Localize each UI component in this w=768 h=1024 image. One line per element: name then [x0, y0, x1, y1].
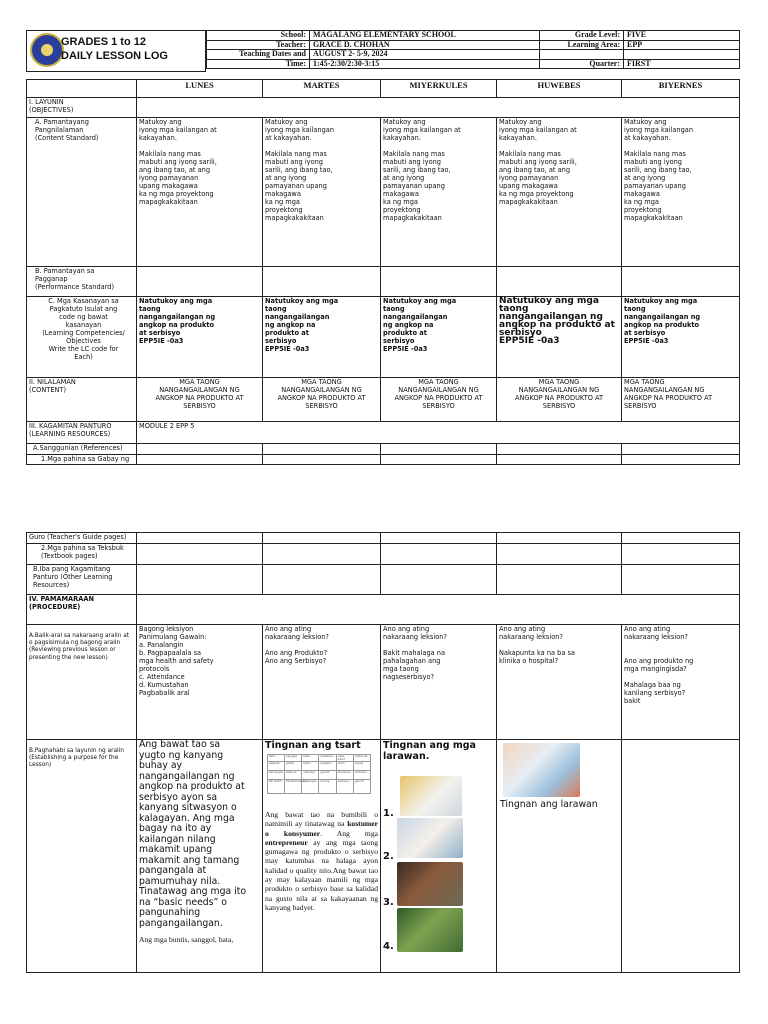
deped-seal-icon: [30, 33, 64, 67]
tg-cell: [137, 533, 263, 544]
ref-cell: [622, 444, 740, 455]
tb-cell: [497, 544, 622, 565]
mini-chart-cell: ulam: [336, 762, 353, 771]
guide-cell: [263, 455, 381, 465]
school-value: MAGALANG ELEMENTARY SCHOOL: [310, 31, 540, 41]
mini-chart-cell: vitamins: [353, 771, 370, 780]
tg-cell: [497, 533, 622, 544]
competency-martes: Natutukoy ang mga taong nangangailangan ng angkop na produkto at serbisyo EPP5IE -0a3: [263, 297, 381, 378]
row-label-layunin: I. LAYUNIN (OBJECTIVES): [27, 98, 137, 118]
picture-1-image: [400, 776, 462, 816]
mini-chart-table: [267, 754, 371, 794]
row-label-guide-pages: 1.Mga pahina sa Gabay ng: [27, 455, 137, 465]
teacher-label: Teacher:: [207, 40, 310, 50]
desc-part-3: ay ang mga taong gumagawa ng produkto o serbisyo may katumbas na halaga ayon kalidad o quality nito.Ang bawat tao ay may kalayaan mamili ng mga produkto o serbisyo base sa kalidad na gusto nila at sa kakayaanan ng kanyang badyet.: [265, 837, 378, 912]
picture-2-image: [397, 818, 463, 858]
row-label-purpose: B.Paghahabi sa layunin ng aralin (Establishing a purpose for the Lesson): [27, 740, 137, 973]
row-label-textbook: 2.Mga pahina sa Teksbuk (Textbook pages): [27, 544, 137, 565]
layunin-blank: [137, 98, 740, 118]
review-biyernes: Ano ang ating nakaraang leksion? Ano ang produkto ng mga mangingisda? Mahalaga baa ng kanilang serbisyo? bakit: [622, 625, 740, 740]
chart-description: [265, 810, 378, 912]
mini-chart-cell: bakuna: [285, 771, 302, 780]
picture-3-number: 3.: [383, 897, 394, 908]
row-label-review: A.Balik-aral sa nakaraang aralin at o pagsisimula ng bagong aralin (Reviewing previous lesson or presenting the new lesson): [27, 625, 137, 740]
content-martes: MGA TAONG NANGANGAILANGAN NG ANGKOP NA PRODUKTO AT SERBISYO: [263, 378, 381, 422]
title-line-1: GRADES 1 to 12: [61, 36, 146, 48]
content-miyerkules: MGA TAONG NANGANGAILANGAN NG ANGKOP NA PRODUKTO AT SERBISYO: [381, 378, 497, 422]
perf-miyerkules: [381, 267, 497, 297]
blank-cell: [540, 50, 624, 60]
ref-cell: [497, 444, 622, 455]
row-label-teacher-guide: Guro (Teacher's Guide pages): [27, 533, 137, 544]
perf-biyernes: [622, 267, 740, 297]
time-label: Time:: [207, 59, 310, 69]
mini-chart-cell: pagkain: [319, 762, 336, 771]
content-lunes: MGA TAONG NANGANGAILANGAN NG ANGKOP NA PRODUKTO AT SERBISYO: [137, 378, 263, 422]
competency-huwebes: Natutukoy ang mga taong nangangailangan ng angkop na produkto at serbisyo EPP5IE -0a3: [497, 297, 622, 378]
procedure-blank: [137, 595, 740, 625]
review-huwebes: Ano ang ating nakaraang leksion? Nakapunta ka na ba sa klinika o hospital?: [497, 625, 622, 740]
mini-chart-cell: kanin: [302, 762, 319, 771]
content-huwebes: MGA TAONG NANGANGAILANGAN NG ANGKOP NA PRODUKTO AT SERBISYO: [497, 378, 622, 422]
mini-chart-cell: kalusugan: [268, 771, 285, 780]
dates-label: Teaching Dates and: [207, 50, 310, 60]
day-header-martes: MARTES: [263, 80, 381, 98]
purpose-huwebes: [497, 740, 622, 973]
perf-lunes: [137, 267, 263, 297]
ref-cell: [263, 444, 381, 455]
content-standard-lunes: Matukoy ang iyong mga kailangan at kakayahan. Makilala nang mas mabuti ang iyong sarili, ang ibang tao, at ang iyong pamayanan upang makagawa ka ng mga proyektong mapagkakakitaan: [137, 118, 263, 267]
tb-cell: [263, 544, 381, 565]
guide-cell: [622, 455, 740, 465]
look-caption: Tingnan ang larawan: [500, 799, 598, 810]
title-line-2: DAILY LESSON LOG: [61, 50, 168, 62]
purpose-martes: [263, 740, 381, 973]
mini-chart-header: nasa edad: [336, 755, 353, 762]
day-header-miyerkules: MIYERKULES: [381, 80, 497, 98]
header-logo-box: [26, 30, 206, 72]
content-standard-huwebes: Matukoy ang iyong mga kailangan at kakayahan. Makilala nang mas mabuti ang iyong sarili, ang ibang tao, at ang iyong pamayanan upang makagawa ka ng mga proyektong mapagkakakitaan: [497, 118, 622, 267]
tb-cell: [381, 544, 497, 565]
review-lunes: Bagong leksiyon Panimulang Gawain: a. Panalangin b. Pagpapaalala sa mga health and safety protocols c. Attendance d. Kumustahan Pagbabalik aral: [137, 625, 263, 740]
mini-chart-cell: DE LISTA: [268, 780, 285, 794]
tb-cell: [622, 544, 740, 565]
or-cell: [497, 565, 622, 595]
mini-chart-cell: Pinakamataas: [285, 780, 302, 794]
mini-chart-cell: ehersisyo: [336, 771, 353, 780]
lesson-table-bottom: [26, 532, 740, 973]
blank-cell: [624, 50, 740, 60]
time-value: 1:45-2:30/2:30-3:15: [310, 59, 540, 69]
desc-part-2: . Ang mga: [320, 828, 379, 838]
dates-value: AUGUST 2- 5-9, 2024: [310, 50, 540, 60]
mini-chart-cell: checkup: [302, 771, 319, 780]
row-label-performance-standard: B. Pamantayan sa Pagganap (Performance Standard): [27, 267, 137, 297]
mini-chart-cell: kailangan: [302, 780, 319, 794]
row-label-content-standard: A. Pamantayang Pangnilalaman (Content Standard): [27, 118, 137, 267]
mini-chart-cell: serbisyo: [336, 780, 353, 794]
mini-chart-header: kabataan: [319, 755, 336, 762]
mini-chart-header: sanggol: [285, 755, 302, 762]
row-label-content: II. NILALAMAN (CONTENT): [27, 378, 137, 422]
or-cell: [137, 565, 263, 595]
pictures-title: Tingnan ang mga larawan.: [383, 740, 476, 762]
competency-lunes: Natutukoy ang mga taong nangangailangan ng angkop na produkto at serbisyo EPP5IE -0a3: [137, 297, 263, 378]
row-label-competencies: C. Mga Kasanayan sa Pagkatuto Isulat ang code ng bawat kasanayan (Learning Competencies/ Objectives Write the LC code for Each): [27, 297, 137, 378]
tg-cell: [263, 533, 381, 544]
clinic-photo-image: [503, 743, 580, 797]
row-label-other-resources: B.Iba pang Kagamitang Panturo (Other Learning Resources): [27, 565, 137, 595]
competency-biyernes: Natutukoy ang mga taong nangangailangan ng angkop na produkto at serbisyo EPP5IE -0a3: [622, 297, 740, 378]
quarter-label: Quarter:: [540, 59, 624, 69]
content-standard-martes: Matukoy ang iyong mga kailangan at kakayahan. Makilala nang mas mabuti ang iyong sarili, ang ibang tao, at ang iyong pamayanan upang makagawa ka ng mga proyektong mapagkakakitaan: [263, 118, 381, 267]
mini-chart-cell: lugaw: [353, 762, 370, 771]
guide-cell: [137, 455, 263, 465]
row-label-procedure: IV. PAMAMARAAN (PROCEDURE): [27, 595, 137, 625]
or-cell: [263, 565, 381, 595]
mini-chart-cell: pagkain: [268, 762, 285, 771]
mini-chart-cell: tulong: [319, 780, 336, 794]
ref-cell: [381, 444, 497, 455]
mini-chart-cell: gamot: [353, 780, 370, 794]
purpose-biyernes: [622, 740, 740, 973]
header-title: [61, 35, 168, 63]
content-standard-biyernes: Matukoy ang iyong mga kailangan at kakayahan. Makilala nang mas mabuti ang iyong sarili, ang ibang tao, at ang iyong pamayanan upang makagawa ka ng mga proyektong mapagkakakitaan: [622, 118, 740, 267]
row-label-resources: III. KAGAMITAN PANTURO (LEARNING RESOURCES): [27, 422, 137, 444]
content-standard-miyerkules: Matukoy ang iyong mga kailangan at kakayahan. Makilala nang mas mabuti ang iyong sarili, ang ibang tao, at ang iyong pamayanan upang makagawa ka ng mga proyektong mapagkakakitaan: [381, 118, 497, 267]
perf-huwebes: [497, 267, 622, 297]
resources-module: MODULE 2 EPP 5: [137, 422, 740, 444]
corner-cell: [27, 80, 137, 98]
purpose-lunes-tail: Ang mga buntis, sanggol, bata,: [139, 935, 234, 944]
tb-cell: [137, 544, 263, 565]
desc-part-1: Ang bawat tao na bumibili o namimili ay tinatawag na: [265, 810, 378, 829]
grade-label: Grade Level:: [540, 31, 624, 41]
guide-cell: [381, 455, 497, 465]
purpose-lunes: [137, 740, 263, 973]
picture-4-image: [397, 908, 463, 952]
or-cell: [622, 565, 740, 595]
school-label: School:: [207, 31, 310, 41]
mini-chart-cell: gamot: [319, 771, 336, 780]
teacher-value: GRACE D. CHOHAN: [310, 40, 540, 50]
picture-3-image: [397, 862, 463, 906]
day-header-huwebes: HUWEBES: [497, 80, 622, 98]
chart-title: Tingnan ang tsart: [265, 740, 361, 751]
area-label: Learning Area:: [540, 40, 624, 50]
desc-bold-1: kostumer o konsyumer: [265, 819, 378, 838]
day-header-biyernes: BIYERNES: [622, 80, 740, 98]
purpose-miyerkules: [381, 740, 497, 973]
grade-value: FIVE: [624, 31, 740, 41]
row-label-references: A.Sanggunian (References): [27, 444, 137, 455]
header-info-table: [206, 30, 740, 69]
perf-martes: [263, 267, 381, 297]
picture-2-number: 2.: [383, 851, 394, 862]
guide-cell: [497, 455, 622, 465]
purpose-lunes-text: Ang bawat tao sa yugto ng kanyang buhay ay nangangailangan ng angkop na produkto at serbisyo ayon sa kanyang sitwasyon o kalagayan. Ang mga bagay na ito ay kailangan nilang makamit upang makamit ang tamang pangangala at pamumuhay nila. Tinatawag ang mga ito na “basic needs” o pangunahing pangangailangan.: [139, 739, 247, 929]
content-biyernes: MGA TAONG NANGANGAILANGAN NG ANGKOP NA PRODUKTO AT SERBISYO: [622, 378, 740, 422]
ref-cell: [137, 444, 263, 455]
area-value: EPP: [624, 40, 740, 50]
desc-bold-2: entrepreneur: [265, 837, 308, 847]
mini-chart-header: bata: [302, 755, 319, 762]
review-miyerkules: Ano ang ating nakaraang leksion? Bakit mahalaga na pahalagahan ang mga taong nagseserbisyo?: [381, 625, 497, 740]
quarter-value: FIRST: [624, 59, 740, 69]
mini-chart-header: Item: [268, 755, 285, 762]
mini-chart-cell: gatas: [285, 762, 302, 771]
competency-miyerkules: Natutukoy ang mga taong nangangailangan ng angkop na produkto at serbisyo EPP5IE -0a3: [381, 297, 497, 378]
day-header-lunes: LUNES: [137, 80, 263, 98]
or-cell: [381, 565, 497, 595]
tg-cell: [622, 533, 740, 544]
tg-cell: [381, 533, 497, 544]
picture-1-number: 1.: [383, 808, 394, 819]
lesson-table-top: [26, 79, 740, 465]
review-martes: Ano ang ating nakaraang leksion? Ano ang Produkto? Ano ang Serbisyo?: [263, 625, 381, 740]
mini-chart-header: matanda: [353, 755, 370, 762]
picture-4-number: 4.: [383, 941, 394, 952]
